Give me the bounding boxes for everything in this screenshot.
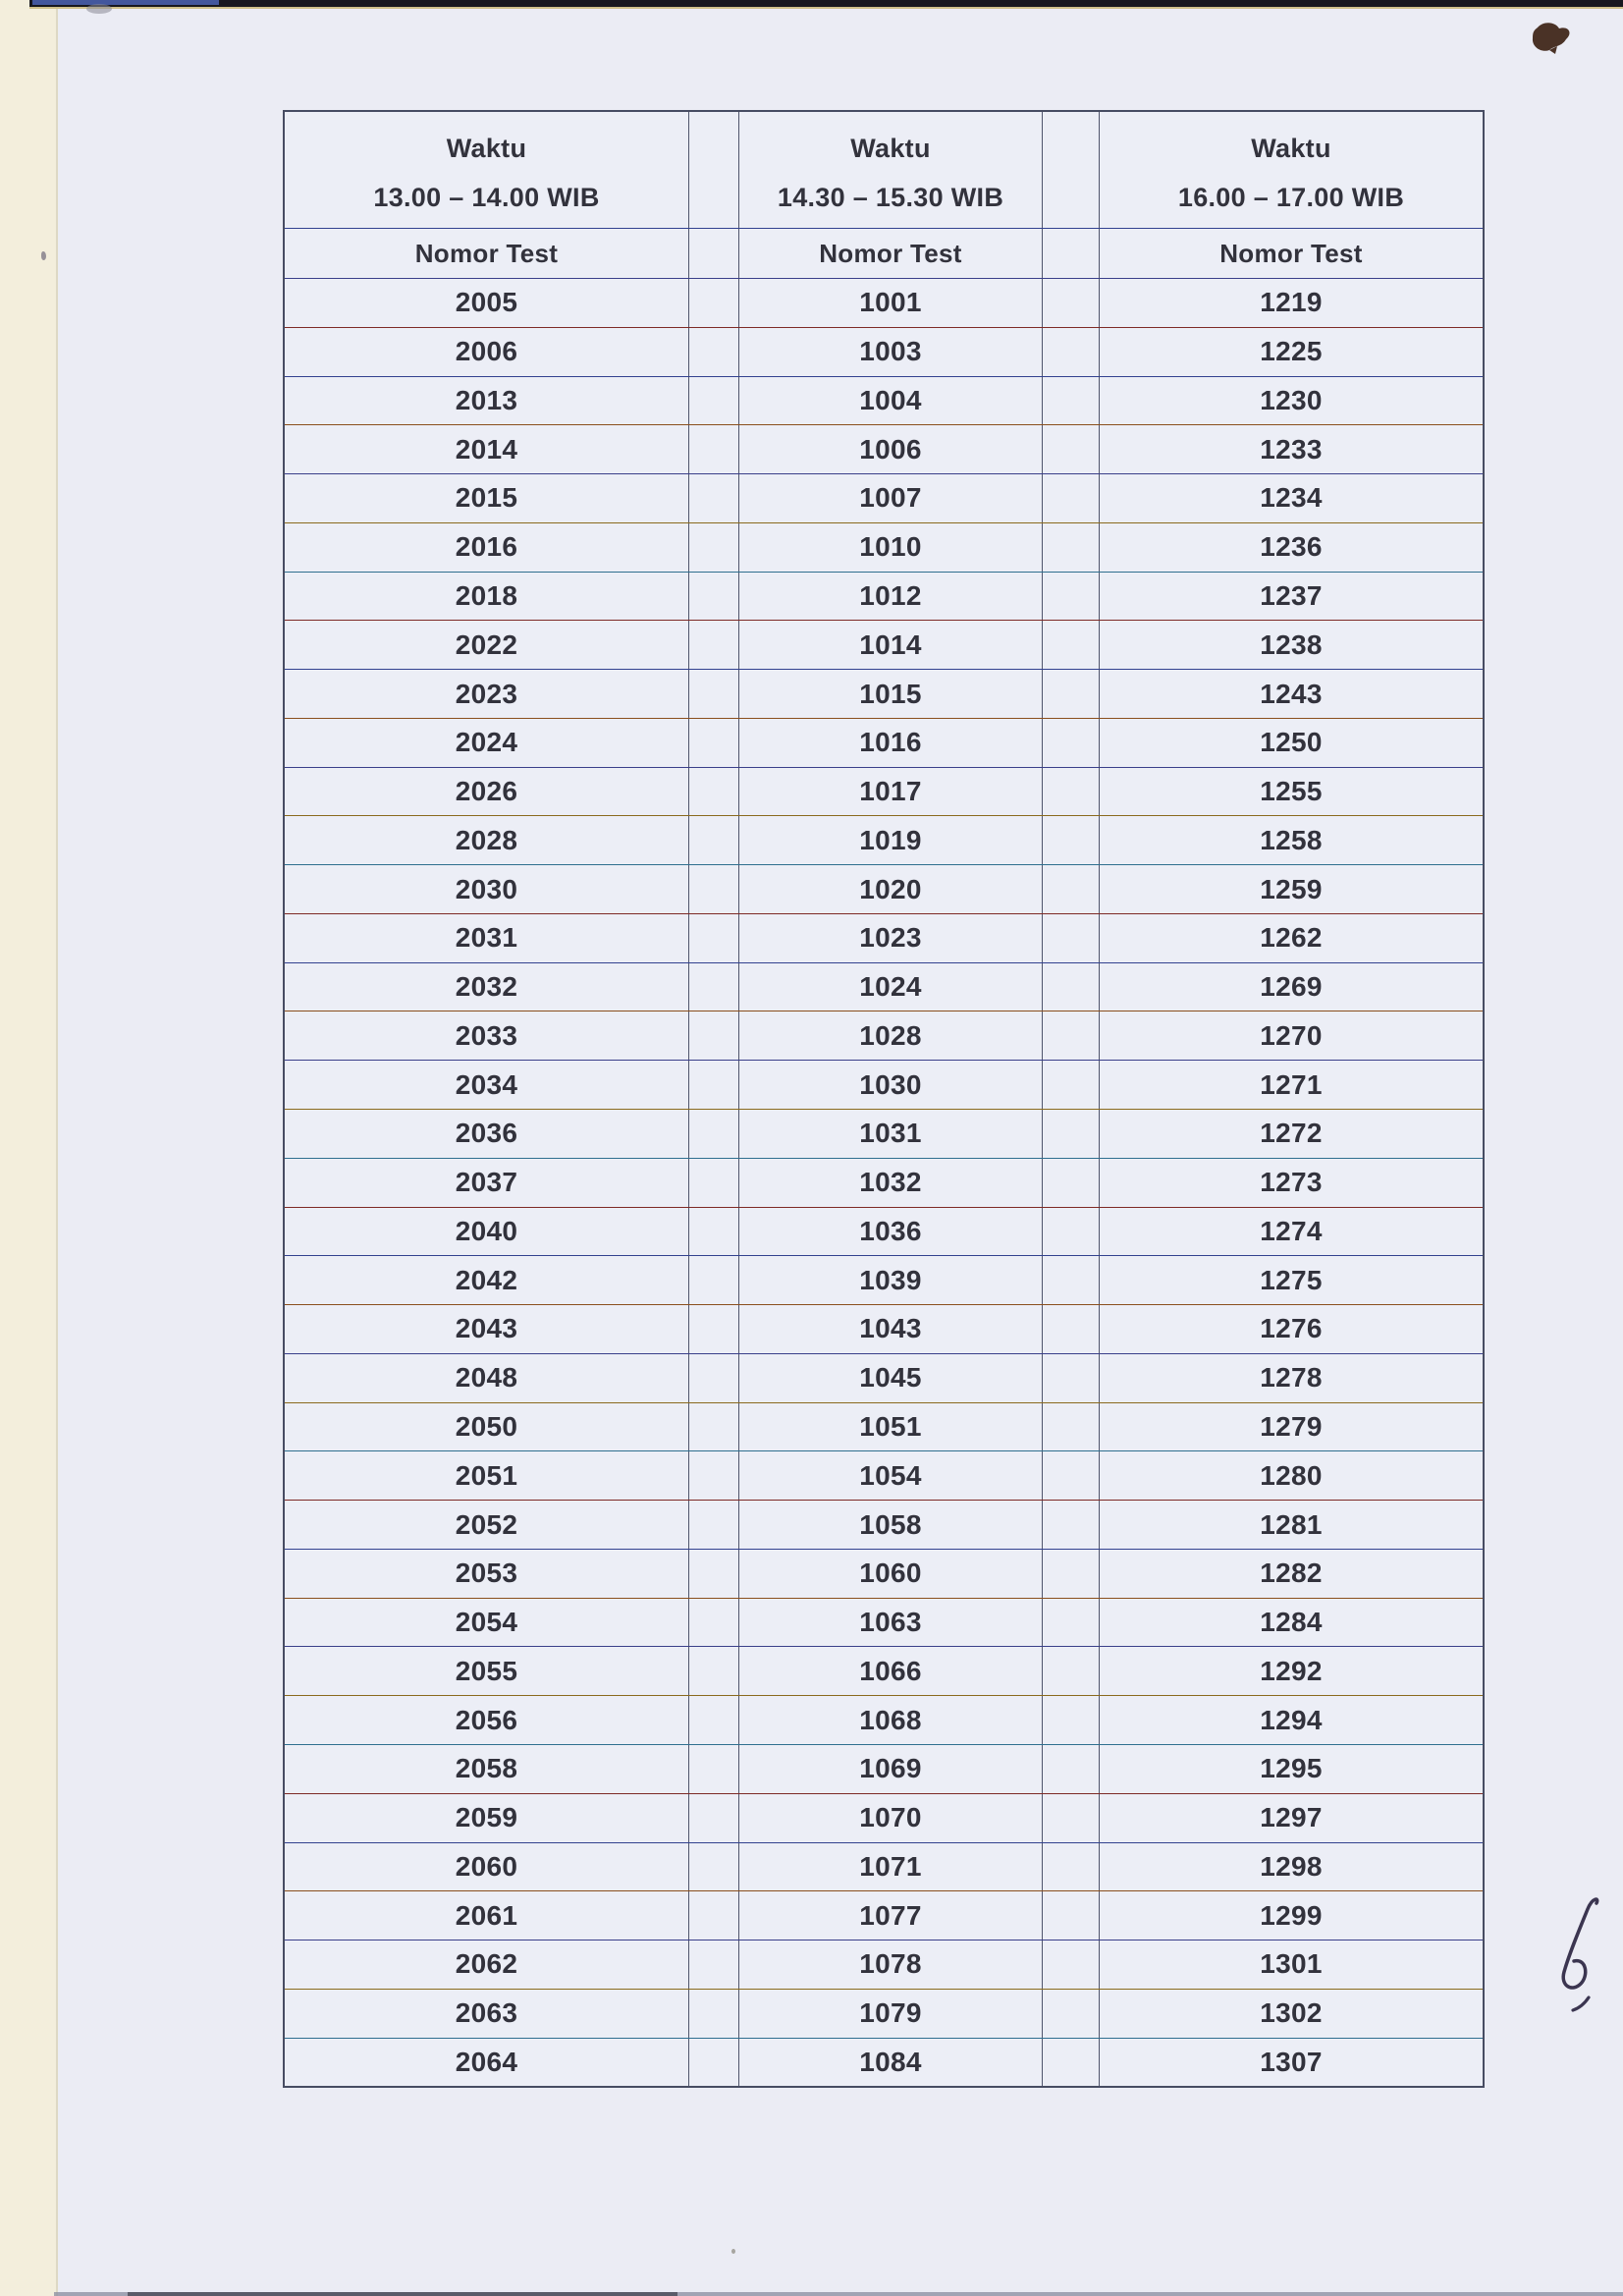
test-number-cell: 2031 [285,914,689,962]
spacer-cell [689,1990,739,2038]
table-row [285,1647,1483,1696]
test-number-cell: 2043 [285,1305,689,1353]
spacer-cell [1043,377,1100,425]
test-number-cell: 1069 [739,1745,1043,1793]
test-number-cell: 2032 [285,963,689,1011]
test-number-cell: 1030 [739,1061,1043,1109]
test-number-cell: 1016 [739,719,1043,767]
spacer-cell [1043,719,1100,767]
table-row [285,1403,1483,1452]
test-number-cell: 1077 [739,1891,1043,1940]
test-number-cell: 1273 [1260,1167,1323,1198]
test-number-cell: 1243 [1260,678,1323,709]
spacer-cell [1043,328,1100,376]
table-row [285,621,1483,670]
table-row [285,1891,1483,1941]
table-row [285,963,1483,1012]
test-number-cell: 2060 [285,1843,689,1891]
test-number-cell: 1307 [1260,2046,1323,2077]
spacer-cell [1043,1843,1100,1891]
table-row [285,1159,1483,1208]
test-number-cell: 2064 [285,2039,689,2087]
table-row [285,1843,1483,1892]
table-row [285,1354,1483,1403]
spacer-cell [689,768,739,816]
test-number-cell: 1302 [1260,1997,1323,2029]
spacer-cell [689,963,739,1011]
nomor-test-header-cell: Nomor Test [739,229,1043,278]
spacer-cell [689,1550,739,1598]
test-number-cell: 1236 [1260,531,1323,563]
spacer-cell [689,816,739,864]
test-number-cell: 2058 [285,1745,689,1793]
waktu-header-cell [285,112,689,228]
test-number-cell: 1015 [739,670,1043,718]
spacer-cell [1043,1501,1100,1549]
spacer-cell [1043,1159,1100,1207]
spacer-cell [689,1110,739,1158]
test-number-cell: 2056 [285,1696,689,1744]
spacer-cell [689,1354,739,1402]
spacer-cell [689,1794,739,1842]
spacer-cell [689,377,739,425]
spacer-cell [689,1599,739,1647]
test-number-cell: 2033 [285,1011,689,1060]
test-number-cell: 1270 [1260,1019,1323,1051]
test-number-cell: 1276 [1260,1313,1323,1344]
table-row [285,719,1483,768]
test-number-cell: 1028 [739,1011,1043,1060]
waktu-label: Waktu [850,134,931,163]
test-number-cell: 2048 [285,1354,689,1402]
test-number-cell: 1071 [739,1843,1043,1891]
spacer-cell [689,279,739,327]
spacer-cell [1043,573,1100,621]
table-row [285,1305,1483,1354]
test-number-cell: 1299 [1260,1899,1323,1931]
spacer-cell [1043,621,1100,669]
spacer-cell [1043,1647,1100,1695]
test-number-cell: 1020 [739,865,1043,913]
test-number-cell: 1255 [1260,776,1323,807]
nomor-test-header-cell: Nomor Test [285,229,689,278]
test-number-cell: 1024 [739,963,1043,1011]
scan-top-edge [29,0,1623,9]
test-number-cell: 1014 [739,621,1043,669]
table-row [285,1208,1483,1257]
spacer-cell [1043,474,1100,522]
test-number-cell: 2051 [285,1451,689,1500]
spacer-cell [1043,1061,1100,1109]
table-row [285,1794,1483,1843]
spacer-cell [1043,523,1100,572]
test-number-cell: 1262 [1260,922,1323,954]
waktu-header-cell [1100,112,1483,228]
table-row [285,1011,1483,1061]
test-number-cell: 1280 [1260,1459,1323,1491]
spacer-cell [1043,963,1100,1011]
test-number-cell: 1058 [739,1501,1043,1549]
test-number-cell: 2034 [285,1061,689,1109]
test-number-cell: 1003 [739,328,1043,376]
test-number-cell: 2006 [285,328,689,376]
test-number-cell: 1031 [739,1110,1043,1158]
test-number-cell: 1004 [739,377,1043,425]
spacer-cell [1043,1891,1100,1940]
spacer-cell [689,328,739,376]
test-number-cell: 1084 [739,2039,1043,2087]
spacer-cell [1043,1550,1100,1598]
table-row [285,1990,1483,2039]
test-number-cell: 1225 [1260,336,1323,367]
test-number-cell: 1282 [1260,1558,1323,1589]
handwritten-mark [1540,1893,1618,2021]
spacer-cell [1043,1256,1100,1304]
test-number-cell: 2024 [285,719,689,767]
table-row [285,377,1483,426]
spacer-cell [689,1843,739,1891]
table-row [285,1941,1483,1990]
spacer-cell [689,1256,739,1304]
spacer-cell [1043,2039,1100,2087]
spacer-cell [689,1011,739,1060]
table-row [285,1696,1483,1745]
test-number-cell: 1281 [1260,1508,1323,1540]
spacer-cell [689,425,739,473]
spacer-cell [1043,425,1100,473]
test-number-cell: 2063 [285,1990,689,2038]
test-number-cell: 1230 [1260,384,1323,415]
test-number-cell: 2028 [285,816,689,864]
table-row [285,1599,1483,1648]
test-number-cell: 2042 [285,1256,689,1304]
test-number-cell: 2023 [285,670,689,718]
spacer-cell [689,1061,739,1109]
test-number-cell: 2036 [285,1110,689,1158]
waktu-header-cell [739,112,1043,228]
test-number-cell: 2018 [285,573,689,621]
spacer-cell [689,474,739,522]
test-number-cell: 1238 [1260,629,1323,660]
ink-blob-mark [1520,20,1575,55]
test-number-cell: 1292 [1260,1655,1323,1686]
test-number-cell: 1301 [1260,1948,1323,1980]
table-row [285,1501,1483,1550]
spacer-cell [689,573,739,621]
spacer-cell [1043,1011,1100,1060]
spacer-cell [1043,1990,1100,2038]
test-number-cell: 2059 [285,1794,689,1842]
spacer-cell [1043,768,1100,816]
test-number-cell: 2061 [285,1891,689,1940]
table-row [285,2039,1483,2087]
table-row [285,1110,1483,1159]
scanner-edge-strip [0,0,58,2296]
spacer-cell [689,229,739,278]
spacer-cell [689,112,739,228]
test-number-cell: 2014 [285,425,689,473]
test-number-cell: 1079 [739,1990,1043,2038]
test-number-cell: 1219 [1260,287,1323,318]
test-number-cell: 1039 [739,1256,1043,1304]
spacer-cell [1043,112,1100,228]
test-number-cell: 1023 [739,914,1043,962]
spacer-cell [689,1451,739,1500]
test-number-cell: 2026 [285,768,689,816]
test-number-cell: 1070 [739,1794,1043,1842]
test-number-cell: 1032 [739,1159,1043,1207]
spacer-cell [1043,1745,1100,1793]
spacer-cell [689,1745,739,1793]
spacer-cell [689,1941,739,1989]
test-number-cell: 1019 [739,816,1043,864]
test-number-cell: 1066 [739,1647,1043,1695]
table-row [285,768,1483,817]
test-number-cell: 2055 [285,1647,689,1695]
table-row [285,425,1483,474]
spacer-cell [1043,1696,1100,1744]
test-number-cell: 1258 [1260,824,1323,855]
table-row [285,865,1483,914]
time-range-label: 16.00 – 17.00 WIB [1177,183,1405,212]
spacer-cell [1043,1354,1100,1402]
scan-bottom-edge-dark-segment [128,2292,677,2296]
table-row [285,1745,1483,1794]
spacer-cell [689,719,739,767]
test-number-cell: 1271 [1260,1068,1323,1100]
test-number-cell: 1269 [1260,971,1323,1003]
test-number-cell: 2016 [285,523,689,572]
spacer-cell [1043,1208,1100,1256]
test-number-cell: 2054 [285,1599,689,1647]
test-number-cell: 2052 [285,1501,689,1549]
test-number-cell: 1001 [739,279,1043,327]
test-number-cell: 1233 [1260,433,1323,465]
scan-speck [41,251,46,260]
spacer-cell [689,1891,739,1940]
test-number-cell: 1272 [1260,1118,1323,1149]
table-header-row [285,112,1483,229]
spacer-cell [689,670,739,718]
nomor-test-header-cell: Nomor Test [1219,238,1363,268]
waktu-label: Waktu [1251,134,1331,163]
test-number-cell: 2030 [285,865,689,913]
test-number-cell: 1054 [739,1451,1043,1500]
spacer-cell [689,1403,739,1451]
table-row [285,328,1483,377]
test-number-cell: 2005 [285,279,689,327]
table-row [285,914,1483,963]
scan-speck [731,2249,735,2254]
test-number-cell: 1051 [739,1403,1043,1451]
table-row [285,1451,1483,1501]
test-number-cell: 1010 [739,523,1043,572]
waktu-label: Waktu [446,134,527,163]
test-number-cell: 1284 [1260,1607,1323,1638]
spacer-cell [689,1501,739,1549]
spacer-cell [1043,229,1100,278]
spacer-cell [1043,816,1100,864]
test-number-cell: 2040 [285,1208,689,1256]
test-number-cell: 1045 [739,1354,1043,1402]
test-number-cell: 1295 [1260,1753,1323,1784]
spacer-cell [689,2039,739,2087]
test-number-cell: 1036 [739,1208,1043,1256]
table-row [285,523,1483,573]
table-row [285,670,1483,719]
test-number-cell: 1274 [1260,1215,1323,1246]
spacer-cell [689,914,739,962]
schedule-table [283,110,1485,2088]
table-row [285,816,1483,865]
scan-top-edge-blue-tint [32,0,219,5]
table-row [285,573,1483,622]
test-number-cell: 1012 [739,573,1043,621]
spacer-cell [1043,1599,1100,1647]
test-number-cell: 1234 [1260,482,1323,514]
test-number-cell: 1237 [1260,579,1323,611]
spacer-cell [689,1305,739,1353]
table-subheader-row [285,229,1483,279]
spacer-cell [689,1208,739,1256]
spacer-cell [1043,1403,1100,1451]
table-row [285,1061,1483,1110]
spacer-cell [689,621,739,669]
spacer-cell [1043,914,1100,962]
spacer-cell [1043,1110,1100,1158]
test-number-cell: 1017 [739,768,1043,816]
spacer-cell [1043,1305,1100,1353]
spacer-cell [1043,670,1100,718]
spacer-cell [1043,1451,1100,1500]
test-number-cell: 1279 [1260,1410,1323,1442]
test-number-cell: 1275 [1260,1264,1323,1295]
test-number-cell: 1068 [739,1696,1043,1744]
test-number-cell: 2015 [285,474,689,522]
test-number-cell: 2053 [285,1550,689,1598]
test-number-cell: 1250 [1260,727,1323,758]
spacer-cell [1043,1794,1100,1842]
test-number-cell: 1043 [739,1305,1043,1353]
time-range-label: 14.30 – 15.30 WIB [777,183,1004,212]
test-number-cell: 1297 [1260,1802,1323,1833]
test-number-cell: 2062 [285,1941,689,1989]
spacer-cell [1043,865,1100,913]
spacer-cell [689,865,739,913]
table-row [285,279,1483,328]
spacer-cell [1043,279,1100,327]
spacer-cell [689,1647,739,1695]
test-number-cell: 1078 [739,1941,1043,1989]
test-number-cell: 2037 [285,1159,689,1207]
spacer-cell [1043,1941,1100,1989]
spacer-cell [689,523,739,572]
test-number-cell: 1063 [739,1599,1043,1647]
test-number-cell: 1294 [1260,1704,1323,1735]
test-number-cell: 2013 [285,377,689,425]
spacer-cell [689,1159,739,1207]
time-range-label: 13.00 – 14.00 WIB [373,183,600,212]
test-number-cell: 1298 [1260,1850,1323,1882]
test-number-cell: 1060 [739,1550,1043,1598]
table-row [285,1550,1483,1599]
spacer-cell [689,1696,739,1744]
test-number-cell: 2022 [285,621,689,669]
test-number-cell: 2050 [285,1403,689,1451]
test-number-cell: 1006 [739,425,1043,473]
test-number-cell: 1007 [739,474,1043,522]
scan-smudge [86,4,112,14]
table-row [285,474,1483,523]
test-number-cell: 1259 [1260,873,1323,904]
table-row [285,1256,1483,1305]
test-number-cell: 1278 [1260,1362,1323,1394]
